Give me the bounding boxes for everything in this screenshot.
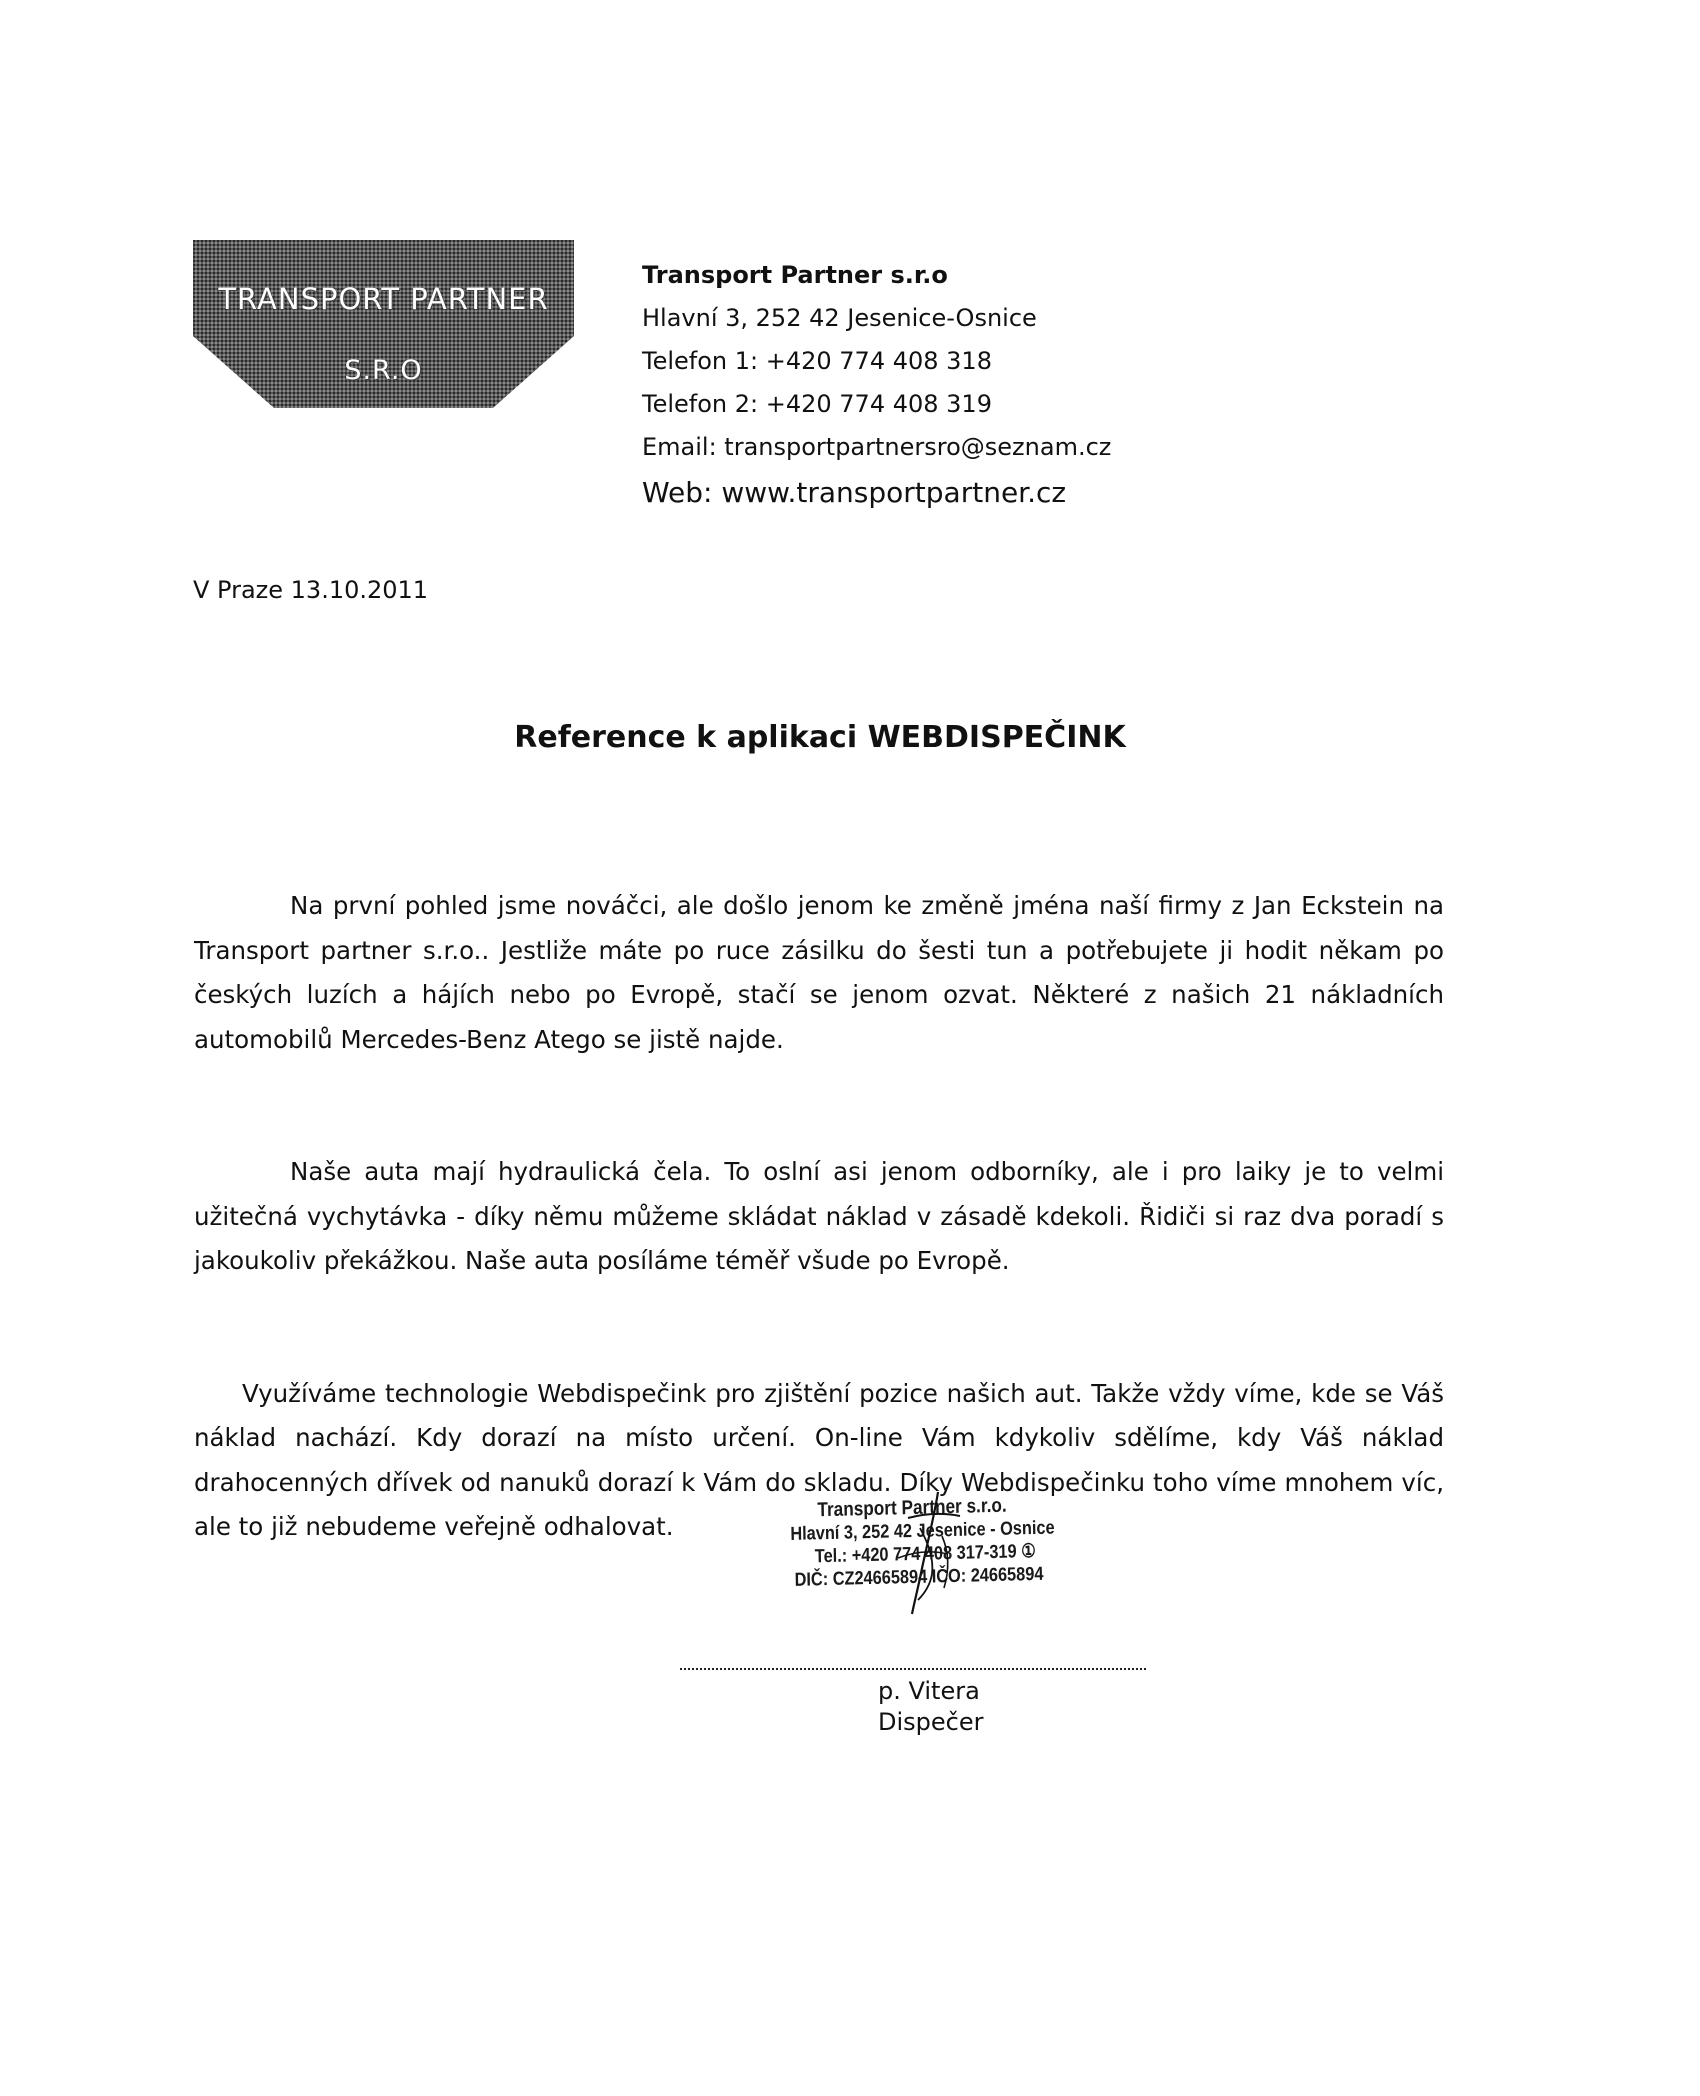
- logo-text-primary: TRANSPORT PARTNER: [218, 282, 549, 316]
- body-paragraph: Naše auta mají hydraulická čela. To oslní asi jenom odborníky, ale i pro laiky je to velmi užitečná vychytávka - díky němu můžeme skládat náklad v zásadě kdekoli. Řidiči si raz dva poradí s jakoukoliv překážkou. Naše auta posíláme téměř všude po Evropě.: [194, 1157, 1444, 1275]
- signature-line: [680, 1668, 1146, 1670]
- stamp-phone: Tel.: +420 774 408 317-319 ①: [814, 1540, 1037, 1568]
- body-paragraph: Využíváme technologie Webdispečink pro zjištění pozice našich aut. Takže vždy víme, kde se Váš náklad nachází. Kdy dorazí na místo určení. On-line Vám kdykoliv sdělíme, kdy Váš náklad drahocenných dřívek od nanuků dorazí k Vám do skladu. Díky Webdispečinku toho víme mnohem víc, ale to již nebudeme veřejně odhalovat.: [194, 1378, 1444, 1541]
- logo-text-secondary: S.R.O: [344, 355, 423, 386]
- company-phone-2: Telefon 2: +420 774 408 319: [642, 390, 992, 418]
- company-logo: [193, 240, 574, 408]
- stamp-tax-ids: DIČ: CZ24665894 IČO: 24665894: [794, 1563, 1044, 1591]
- company-name: Transport Partner s.r.o: [642, 261, 948, 289]
- stamp-address: Hlavní 3, 252 42 Jesenice - Osnice: [790, 1517, 1055, 1545]
- company-web: Web: www.transportpartner.cz: [642, 476, 1067, 509]
- body-paragraph: Na první pohled jsme nováčci, ale došlo jenom ke změně jména naší firmy z Jan Eckstein na Transport partner s.r.o.. Jestliže máte po ruce zásilku do šesti tun a potřebujete ji hodit někam po českých luzích a hájích nebo po Evropě, stačí se jenom ozvat. Některé z našich 21 nákladních automobilů Mercedes-Benz Atego se jistě najde.: [194, 891, 1444, 1054]
- signer-name: p. Vitera: [878, 1677, 980, 1705]
- company-info: [642, 254, 1111, 514]
- handwritten-signature: [868, 1488, 978, 1618]
- company-email: Email: transportpartnersro@seznam.cz: [642, 433, 1112, 461]
- company-phone-1: Telefon 1: +420 774 408 318: [642, 347, 992, 375]
- stamp-company-name: Transport Partner s.r.o.: [817, 1494, 1007, 1522]
- signer-role: Dispečer: [878, 1708, 984, 1736]
- letter-title: Reference k aplikaci WEBDISPEČINK: [514, 720, 1126, 755]
- signer-block: [878, 1676, 983, 1738]
- company-address: Hlavní 3, 252 42 Jesenice-Osnice: [642, 304, 1037, 332]
- letter-date: V Praze 13.10.2011: [193, 576, 429, 604]
